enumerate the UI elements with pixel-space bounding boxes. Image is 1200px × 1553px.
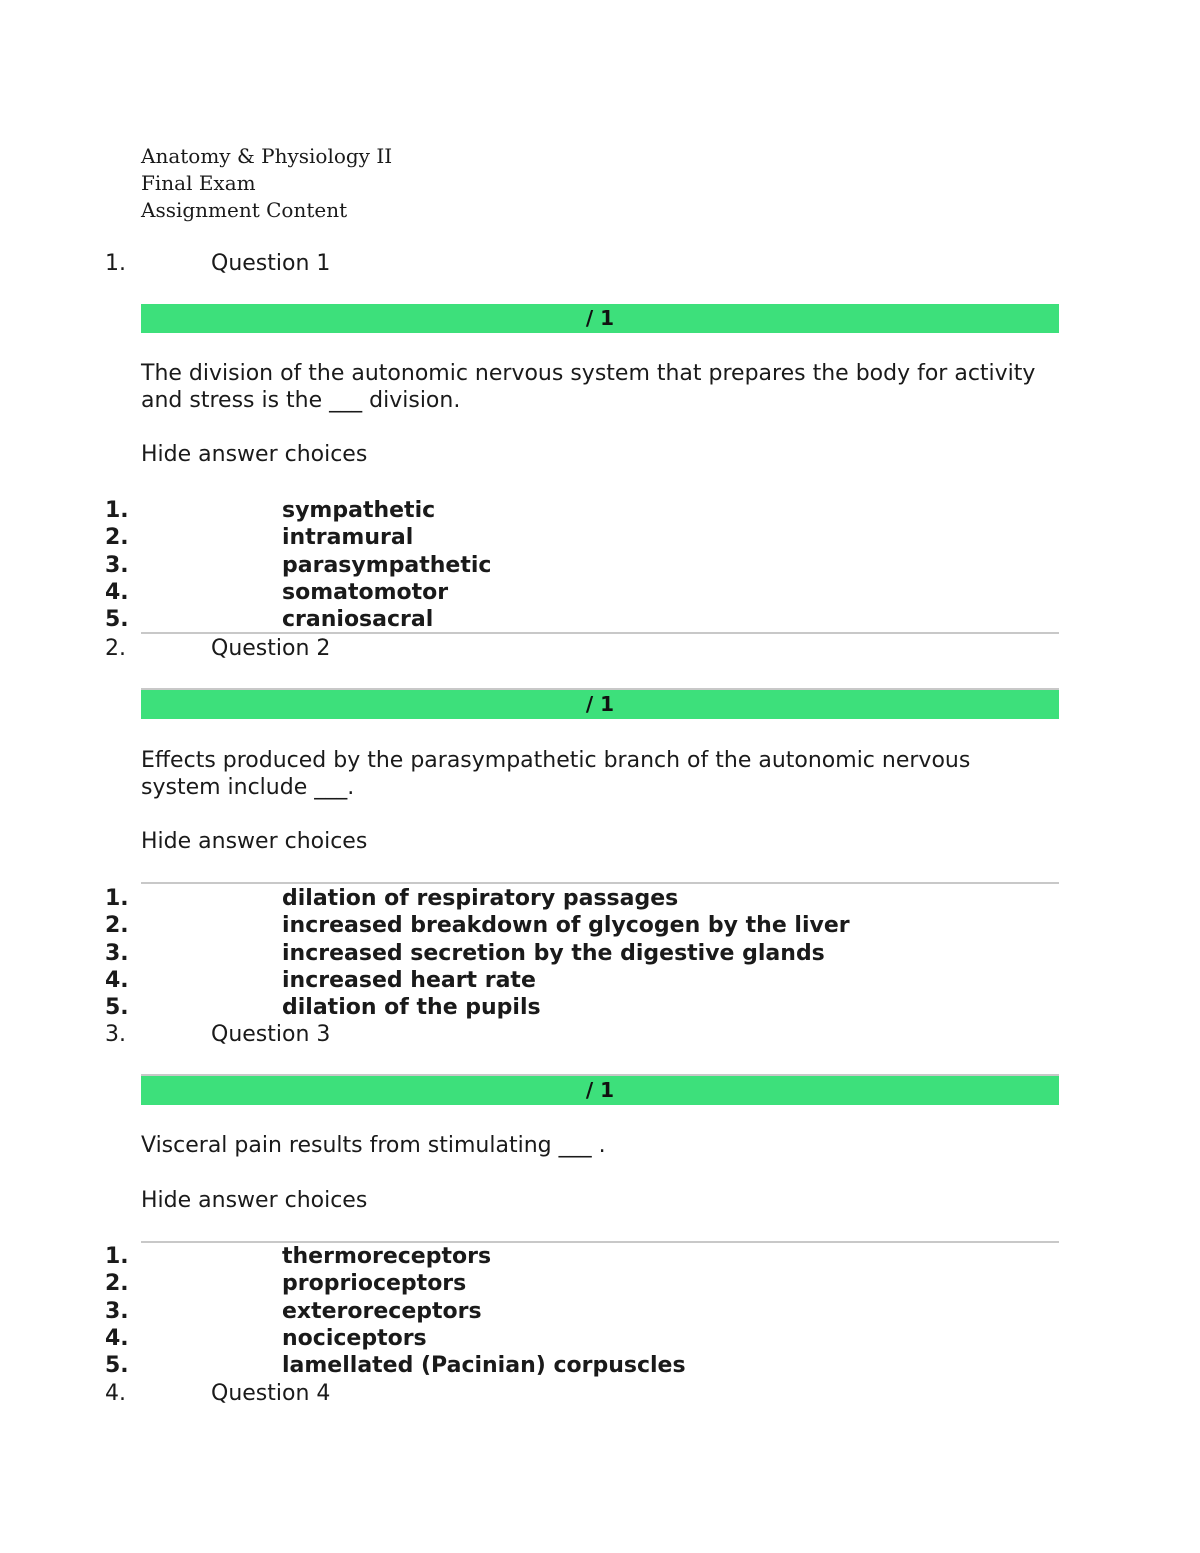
- question-2-score-bar: / 1: [141, 690, 1059, 719]
- question-title: Question 2: [211, 636, 331, 661]
- answer-choice[interactable]: 2. proprioceptors: [105, 1271, 467, 1297]
- question-1-prompt: The division of the autonomic nervous system that prepares the body for activity and stress is the ___ division.: [141, 361, 1036, 413]
- document-header: [141, 143, 392, 224]
- answer-choice[interactable]: 4. somatomotor: [105, 579, 449, 605]
- section-title: Assignment Content: [141, 198, 348, 222]
- question-2-heading: [105, 635, 330, 663]
- answer-choice[interactable]: 3. exteroreceptors: [105, 1298, 482, 1324]
- question-number: 3.: [105, 1022, 126, 1047]
- question-title: Question 4: [211, 1381, 331, 1406]
- answer-choice[interactable]: 1. sympathetic: [105, 498, 436, 523]
- answer-choice[interactable]: 3. parasympathetic: [105, 552, 492, 578]
- question-number: 4.: [105, 1381, 126, 1406]
- divider: [141, 632, 1059, 634]
- question-title: Question 3: [211, 1022, 331, 1047]
- answer-choice[interactable]: 5. craniosacral: [105, 607, 434, 633]
- question-2-prompt: Effects produced by the parasympathetic branch of the autonomic nervous system include ___.: [141, 748, 971, 800]
- question-4-heading: [105, 1380, 330, 1408]
- answer-choice[interactable]: 4. increased heart rate: [105, 967, 536, 993]
- question-1-hide-answer-choices[interactable]: Hide answer choices: [141, 442, 368, 467]
- answer-choice[interactable]: 1. dilation of respiratory passages: [105, 886, 679, 911]
- question-3-score-bar: / 1: [141, 1076, 1059, 1105]
- answer-choice[interactable]: 5. dilation of the pupils: [105, 995, 541, 1021]
- course-title: Anatomy & Physiology II: [141, 144, 393, 168]
- question-3-heading: [105, 1021, 330, 1049]
- question-3-choices: [105, 1243, 686, 1379]
- answer-choice[interactable]: 5. lamellated (Pacinian) corpuscles: [105, 1353, 686, 1379]
- question-1-choices: [105, 497, 491, 633]
- answer-choice[interactable]: 4. nociceptors: [105, 1325, 427, 1351]
- question-3-prompt: Visceral pain results from stimulating ___ .: [141, 1133, 606, 1158]
- question-2-hide-answer-choices[interactable]: Hide answer choices: [141, 829, 368, 854]
- question-title: Question 1: [211, 251, 331, 276]
- question-number: 1.: [105, 251, 126, 276]
- answer-choice[interactable]: 3. increased secretion by the digestive glands: [105, 940, 825, 966]
- answer-choice[interactable]: 2. increased breakdown of glycogen by the liver: [105, 913, 850, 939]
- question-1-score-bar: / 1: [141, 304, 1059, 333]
- divider: [141, 882, 1059, 884]
- question-number: 2.: [105, 636, 126, 661]
- question-1-heading: [105, 250, 330, 278]
- question-3-hide-answer-choices[interactable]: Hide answer choices: [141, 1188, 368, 1213]
- answer-choice[interactable]: 1. thermoreceptors: [105, 1244, 492, 1269]
- exam-title: Final Exam: [141, 171, 256, 195]
- answer-choice[interactable]: 2. intramural: [105, 525, 414, 551]
- question-2-choices: [105, 885, 850, 1021]
